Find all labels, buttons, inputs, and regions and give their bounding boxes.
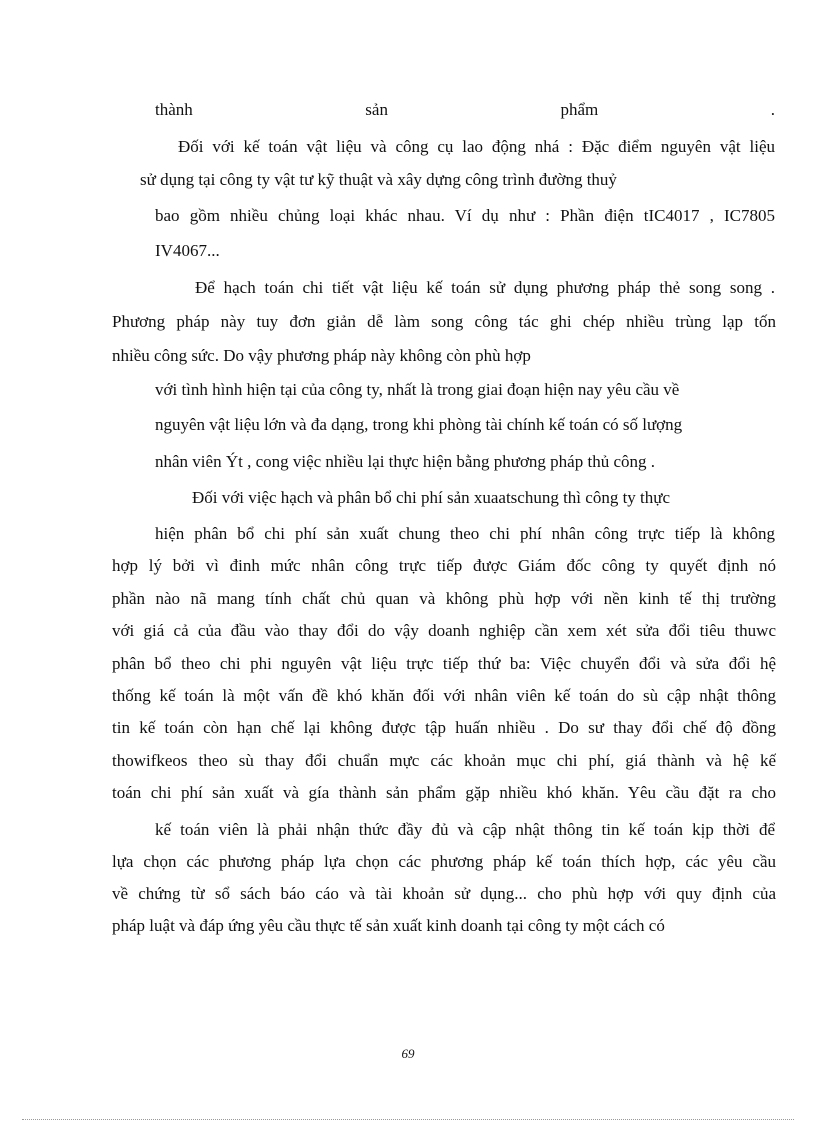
text-line: kế toán viên là phải nhận thức đầy đủ và cập nhật thông tin kế toán kịp thời để bbox=[155, 820, 775, 839]
text-line: thống kế toán là một vấn đề khó khăn đối với nhân viên kế toán do sù cập nhật thông bbox=[112, 686, 776, 705]
text-line: thowifkeos theo sù thay đổi chuẩn mực các khoản mục chi phí, giá thành và hệ kế bbox=[112, 751, 776, 770]
text-line: nguyên vật liệu lớn và đa dạng, trong khi phòng tài chính kế toán có số lượng bbox=[155, 415, 683, 434]
text-line: hiện phân bổ chi phí sản xuất chung theo chi phí nhân công trực tiếp là không bbox=[155, 524, 775, 543]
text-line: Đối với việc hạch và phân bổ chi phí sản xuaatschung thì công ty thực bbox=[192, 488, 671, 507]
text-line: bao gồm nhiều chủng loại khác nhau. Ví dụ như : Phần điện tIC4017 , IC7805 bbox=[155, 206, 775, 225]
text-line: Phương pháp này tuy đơn giản dễ làm song công tác ghi chép nhiều trùng lạp tốn bbox=[112, 312, 776, 331]
text-line: nhiều công sức. Do vậy phương pháp này không còn phù hợp bbox=[112, 346, 531, 365]
text-line: phân bổ theo chi phi nguyên vật liệu trực tiếp thứ ba: Việc chuyển đổi và sửa đổi hệ bbox=[112, 654, 776, 673]
page-bottom-rule bbox=[22, 1119, 794, 1120]
text-line: thành sản phẩm . bbox=[155, 100, 775, 119]
text-line: với giá cả của đầu vào thay đổi do vậy doanh nghiệp cần xem xét sửa đổi tiêu thuwc bbox=[112, 621, 776, 640]
text-line: pháp luật và đáp ứng yêu cầu thực tế sản xuất kinh doanh tại công ty một cách có bbox=[112, 916, 665, 935]
text-line: IV4067... bbox=[155, 241, 220, 260]
text-line: toán chi phí sản xuất và gía thành sản phẩm gặp nhiều khó khăn. Yêu cầu đặt ra cho bbox=[112, 783, 776, 802]
text-line: tin kế toán còn hạn chế lại không được tập huấn nhiều . Do sư thay đổi chế độ đồng bbox=[112, 718, 776, 737]
text-line: với tình hình hiện tại của công ty, nhất là trong giai đoạn hiện nay yêu cầu về bbox=[155, 380, 680, 399]
text-line: về chứng từ sổ sách báo cáo và tài khoản sử dụng... cho phù hợp với quy định của bbox=[112, 884, 776, 903]
page-number: 69 bbox=[401, 1046, 415, 1061]
text-line: sử dụng tại công ty vật tư kỹ thuật và xây dựng công trình đường thuỷ bbox=[140, 170, 617, 189]
text-line: Đối với kế toán vật liệu và công cụ lao động nhá : Đặc điểm nguyên vật liệu bbox=[178, 137, 775, 156]
text-line: Để hạch toán chi tiết vật liệu kế toán sử dụng phương pháp thẻ song song . bbox=[195, 278, 775, 297]
text-line: nhân viên Ýt , cong việc nhiều lại thực hiện bằng phương pháp thủ công . bbox=[155, 452, 655, 471]
text-line: lựa chọn các phương pháp lựa chọn các phương pháp kế toán thích hợp, các yêu cầu bbox=[112, 852, 776, 871]
text-line: hợp lý bởi vì đinh mức nhân công trực tiếp được Giám đốc công ty quyết định nó bbox=[112, 556, 776, 575]
text-line: phần nào nã mang tính chất chủ quan và không phù hợp với nền kinh tế thị trường bbox=[112, 589, 776, 608]
